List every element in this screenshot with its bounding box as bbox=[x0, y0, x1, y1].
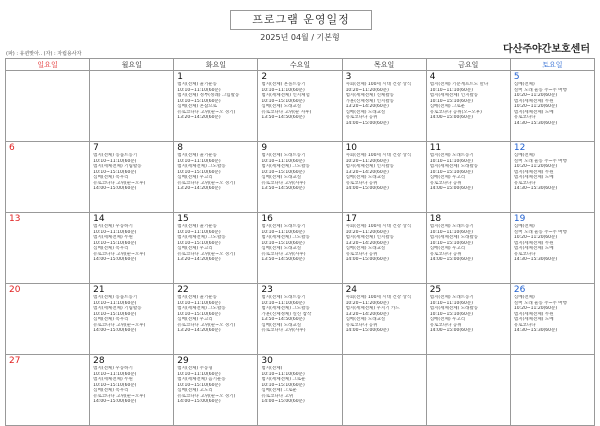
activity-line: 유로코다나 bbox=[513, 115, 536, 120]
activity-line: 10:10~15:10(60분) bbox=[429, 240, 473, 246]
day-number: 25 bbox=[429, 285, 442, 295]
activity-line: 유로코다나 고위(순~오후) bbox=[93, 393, 146, 399]
activity-line: 심베(전체) 노래교실 bbox=[261, 104, 302, 109]
activity-line: 10:10~15:10(60분) bbox=[261, 98, 305, 104]
activity-line: 10:10~15:10(60분) bbox=[261, 240, 305, 246]
activity-line: 심베(전체) 복우리 bbox=[93, 246, 129, 251]
calendar-day-cell bbox=[258, 142, 342, 213]
activity-line: 심베(전체) 그로운 bbox=[261, 388, 297, 393]
day-number: 9 bbox=[261, 143, 268, 153]
activity-line: 유로코다나 공위(오~오후) bbox=[429, 109, 482, 115]
calendar-day-cell bbox=[342, 142, 426, 213]
activity-line: 심베(전체) 노래교실 bbox=[261, 175, 302, 180]
activity-line: 범지(세체전체) 두원 bbox=[513, 98, 554, 104]
weekday-sun: 일요일 bbox=[6, 59, 90, 71]
activity-line: 범지(전체) 노래트동기 bbox=[261, 224, 306, 229]
activity-line: 10:20~11:20(60분) bbox=[513, 104, 558, 109]
calendar-day-cell bbox=[174, 142, 258, 213]
day-number: 12 bbox=[513, 143, 526, 153]
activity-line: 14:30~15:30(60분) bbox=[513, 186, 558, 191]
day-number: 24 bbox=[345, 285, 358, 295]
activity-line: 13:50~14:50(60분) bbox=[261, 317, 305, 322]
activity-line: 13:20~14:20(60분) bbox=[177, 257, 221, 262]
calendar-day-cell bbox=[90, 355, 174, 426]
activity-line: 범지(전체) 노래트동기 bbox=[429, 153, 474, 158]
activity-line: 14:00~15:00(60분) bbox=[429, 115, 473, 120]
calendar-week-row bbox=[6, 142, 595, 213]
activity-line: 유로코다나 공위 bbox=[345, 322, 378, 328]
day-number: 10 bbox=[345, 143, 358, 153]
activity-line: 10:20~11:20(60분) bbox=[513, 93, 558, 98]
day-number: 4 bbox=[429, 72, 436, 82]
activity-line: 범지(세체전체) 노래활동 bbox=[429, 306, 479, 311]
activity-line: 10:20~11:20(60분) bbox=[513, 164, 558, 169]
activity-line: 13:20~14:20(60분) bbox=[177, 115, 221, 120]
activity-line: 범지(전체) 동품트동기 bbox=[93, 295, 138, 300]
activity-line: 10:10~15:10(60분) bbox=[93, 382, 137, 388]
activity-line: 유로코다나 공위 bbox=[429, 251, 462, 257]
activity-line: 범지(세체전체) 기림활동 bbox=[93, 164, 142, 169]
activity-line: 범지(전체) 우동하기 bbox=[93, 366, 133, 371]
day-number: 6 bbox=[9, 143, 15, 153]
calendar-day-cell bbox=[426, 142, 510, 213]
activity-line: 10:10~15:10(60분) bbox=[177, 240, 221, 246]
activity-line: 10:10~11:10(60분) bbox=[93, 300, 137, 306]
day-number: 15 bbox=[177, 214, 189, 224]
calendar-day-cell bbox=[510, 71, 594, 142]
activity-line: 13:20~14:20(60분) bbox=[345, 311, 389, 317]
activity-line: 심베(전체) bbox=[513, 224, 535, 229]
activity-line: 유로코다나 고위(사후) bbox=[261, 251, 306, 257]
activity-line: 13:50~14:50(60분) bbox=[261, 186, 305, 191]
activity-line: 10:10~11:10(60분) bbox=[429, 87, 473, 93]
activity-line: 유로코다나 고위(사후) bbox=[261, 328, 306, 333]
activity-line: 유로코다나 고위(순~오 경기) bbox=[177, 393, 236, 399]
activity-line: 14:00~15:00(60분) bbox=[429, 186, 473, 191]
activity-line: 범지(전체) 혼돌트동기 bbox=[261, 82, 306, 87]
activity-line: 10:10~11:10(60분) bbox=[429, 300, 473, 306]
activity-line: 10:10~15:10(60분) bbox=[93, 169, 137, 175]
activity-line: 유로코다나 고위(순~오 경기) bbox=[177, 180, 236, 186]
activity-line: 가훈(신체정체) 실신 참작 bbox=[261, 311, 312, 317]
activity-line: 10:10~11:10(60분) bbox=[177, 371, 221, 377]
activity-line: 범지(세체전체) 두원 bbox=[93, 377, 133, 382]
activity-line: 범지(전체) bbox=[261, 366, 283, 371]
day-number: 26 bbox=[513, 285, 526, 295]
activity-line: 10:10~11:10(60분) bbox=[261, 371, 305, 377]
day-number: 14 bbox=[93, 214, 105, 224]
activity-line: 심베(전체) 우고리 bbox=[177, 175, 213, 180]
activity-line: 13:20~14:20(60분) bbox=[345, 169, 389, 175]
activity-line: 심베(전체) 노래교실 bbox=[261, 322, 302, 328]
weekday-wed: 수요일 bbox=[258, 59, 342, 71]
activity-line: 13:20~14:20(60분) bbox=[177, 186, 221, 191]
activity-line: 10:10~15:10(60분) bbox=[261, 382, 305, 388]
activity-line: 10:20~11:20(60분) bbox=[345, 87, 389, 93]
activity-line: 14:00~15:00(60분) bbox=[177, 399, 221, 404]
activity-line: 10:10~15:10(60분) bbox=[177, 311, 221, 317]
calendar-day-cell bbox=[342, 284, 426, 355]
activity-line: 10:10~15:10(60분) bbox=[93, 311, 137, 317]
day-number: 30 bbox=[261, 356, 273, 366]
calendar-day-cell bbox=[90, 142, 174, 213]
activity-line: 범지(세체전체) 인지활동 bbox=[345, 164, 394, 169]
activity-line: 범지(세체전체) 그노활동 bbox=[261, 235, 310, 240]
activity-line: 심베(전체) 복우리 bbox=[93, 175, 129, 180]
calendar-day-cell bbox=[510, 284, 594, 355]
activity-line: 범지(전체) 노래트동기 bbox=[261, 295, 306, 300]
activity-line: 유로코다나 고위(순~오후) bbox=[93, 180, 146, 186]
activity-line: 10:20~11:20(60분) bbox=[345, 300, 389, 306]
activity-line: 사회(전체) 100세 시대 건강 상식 bbox=[345, 82, 412, 87]
calendar-day-cell bbox=[426, 355, 510, 426]
day-number: 23 bbox=[261, 285, 273, 295]
activity-line: 범지(세체전체) 그노활동 bbox=[177, 306, 226, 311]
activity-line: 범지(세체전체) 도예 bbox=[513, 246, 554, 251]
calendar-body bbox=[6, 71, 595, 426]
activity-line: 유로코다나 공위 bbox=[345, 115, 378, 120]
activity-line: 심베(전체) 노래교실 bbox=[345, 317, 386, 322]
activity-line: 10:10~11:10(60분) bbox=[177, 158, 221, 164]
activity-line: 10:10~11:10(60분) bbox=[93, 158, 137, 164]
activity-line: 14:00~15:00(60분) bbox=[429, 257, 473, 262]
calendar-week-row bbox=[6, 355, 595, 426]
activity-line: 범지(세체전체) 그노활동 bbox=[261, 164, 310, 169]
activity-line: 14:00~15:00(60분) bbox=[345, 186, 389, 191]
activity-line: 14:00~15:00(60분) bbox=[93, 328, 137, 333]
activity-line: 10:10~11:10(60분) bbox=[261, 229, 305, 235]
activity-line: 10:10~11:10(60분) bbox=[177, 87, 221, 93]
activity-line: 10:10~11:10(60분) bbox=[429, 229, 473, 235]
activity-line: 범지(전체) 율기운동 bbox=[177, 224, 217, 229]
activity-line: 유로코다나 공위 bbox=[345, 251, 378, 257]
activity-line: 실버 노래 율동 주~주 여행 bbox=[513, 229, 567, 235]
day-number: 28 bbox=[93, 356, 105, 366]
activity-line: 심베(전체) 노래교실 bbox=[345, 109, 386, 115]
day-number: 8 bbox=[177, 143, 184, 153]
activity-line: 14:00~15:00(60분) bbox=[261, 399, 305, 404]
activity-line: 유로코다나 고위(순 사후) bbox=[261, 109, 312, 115]
activity-line: 범지(전체) 정부(정례) 그립활동 bbox=[177, 93, 240, 98]
activity-line: 10:10~11:10(60분) bbox=[93, 371, 137, 377]
day-number: 17 bbox=[345, 214, 358, 224]
activity-line: 범지(세체전체) 도예 bbox=[513, 175, 554, 180]
activity-line: 14:00~15:00(60분) bbox=[93, 257, 137, 262]
activity-line: 범지(전체) 동품트동기 bbox=[93, 153, 138, 158]
activity-line: 유로코다나 공위 bbox=[429, 322, 462, 328]
calendar-day-cell bbox=[90, 284, 174, 355]
day-number: 16 bbox=[261, 214, 273, 224]
calendar-table bbox=[5, 58, 595, 426]
activity-line: 10:20~11:20(60분) bbox=[513, 235, 558, 240]
calendar-day-cell bbox=[258, 284, 342, 355]
activity-line: 유로코다나 bbox=[513, 180, 536, 186]
activity-line: 범지(세체전체) 기림활동 bbox=[93, 306, 142, 311]
day-number: 1 bbox=[177, 72, 184, 82]
activity-line: 14:00~15:00(60분) bbox=[345, 120, 389, 126]
activity-line: 범지(세체전체) 그노활동 bbox=[177, 164, 226, 169]
weekday-sat: 토요일 bbox=[510, 59, 594, 71]
activity-line: 범지(세체전체) 우지기 카드 bbox=[345, 306, 400, 311]
weekday-header-row bbox=[6, 59, 595, 71]
activity-line: 10:10~15:10(60분) bbox=[177, 169, 221, 175]
activity-line: 유로코다나 고위 bbox=[261, 393, 294, 399]
activity-line: 14:00~15:00(60분) bbox=[345, 257, 389, 262]
calendar-day-cell bbox=[258, 355, 342, 426]
activity-line: 심베(전체) 노래교실 bbox=[345, 175, 386, 180]
activity-line: 10:10~15:10(60분) bbox=[93, 240, 137, 246]
activity-line: 10:10~11:10(60분) bbox=[429, 158, 473, 164]
activity-line: 10:10~11:10(60분) bbox=[177, 300, 221, 306]
day-number: 27 bbox=[9, 356, 21, 366]
activity-line: 범지(세체전체) 노래활동 bbox=[429, 235, 479, 240]
activity-line: 13:20~14:20(60분) bbox=[345, 104, 389, 109]
activity-line: 심베(전체) 우고리 bbox=[429, 317, 466, 322]
activity-line: 가훈(신체정체) 인지활동 bbox=[345, 98, 394, 104]
activity-line: 심베(전체) 우고리 bbox=[429, 246, 466, 251]
activity-line: 10:10~15:10(60분) bbox=[429, 98, 473, 104]
activity-line: 10:10~15:10(60분) bbox=[177, 382, 221, 388]
activity-line: 범지(전체) 노래트동기 bbox=[429, 295, 474, 300]
activity-line: 심베(전체) 우고리 bbox=[177, 246, 213, 251]
calendar-day-cell bbox=[90, 213, 174, 284]
activity-line: 유로코다나 공위 bbox=[429, 180, 462, 186]
activity-line: 사회(전체) 100세 시대 건강 상식 bbox=[345, 295, 412, 300]
activity-line: 범지(세체전체) 인지체험 bbox=[261, 93, 310, 98]
activity-line: 심베(전체) bbox=[513, 82, 535, 87]
activity-line: 10:20~11:20(60분) bbox=[345, 158, 389, 164]
activity-line: 유로코다나 bbox=[513, 322, 536, 328]
activity-line: 심베(전체) 혼잡으로 bbox=[177, 104, 217, 109]
activity-line: 유로코다나 bbox=[513, 251, 536, 257]
day-number: 21 bbox=[93, 285, 105, 295]
calendar-day-cell bbox=[426, 213, 510, 284]
activity-line: 범지(전체) 율기운동 bbox=[177, 295, 217, 300]
activity-line: 실버 노래 율동 주~주 여행 bbox=[513, 300, 567, 306]
activity-line: 10:10~11:10(60분) bbox=[261, 87, 305, 93]
activity-line: 범지(전체) 우동하기 bbox=[93, 224, 133, 229]
activity-line: 범지(세체전체) 두원 bbox=[513, 311, 554, 317]
calendar-day-cell bbox=[258, 71, 342, 142]
activity-line: 심베(전체) bbox=[513, 295, 535, 300]
activity-line: 범지(전체) 노래트동기 bbox=[429, 224, 474, 229]
calendar-day-cell bbox=[6, 71, 90, 142]
activity-line: 범지(세체전체) 그노활동 bbox=[261, 306, 310, 311]
activity-line: 14:30~15:30(60분) bbox=[513, 328, 558, 333]
calendar-day-cell bbox=[174, 213, 258, 284]
activity-line: 10:20~11:20(60분) bbox=[513, 306, 558, 311]
activity-line: 14:00~15:00(60분) bbox=[93, 186, 137, 191]
weekday-fri: 금요일 bbox=[426, 59, 510, 71]
activity-line: 범지(세체전체) 도예 bbox=[513, 317, 554, 322]
calendar-day-cell bbox=[6, 142, 90, 213]
activity-line: 10:20~11:20(60분) bbox=[345, 229, 389, 235]
day-number: 22 bbox=[177, 285, 189, 295]
activity-line: 13:20~14:20(60분) bbox=[177, 328, 221, 333]
activity-line: 심베(전체) 노래교실 bbox=[261, 246, 302, 251]
day-number: 2 bbox=[261, 72, 268, 82]
activity-line: 범지(세체전체) 두원 bbox=[513, 240, 554, 246]
activity-line: 13:50~14:50(60분) bbox=[261, 257, 305, 262]
calendar-day-cell bbox=[174, 71, 258, 142]
calendar-week-row bbox=[6, 71, 595, 142]
day-number: 5 bbox=[513, 72, 520, 82]
day-number: 18 bbox=[429, 214, 442, 224]
page-title: 프로그램 운영일정 bbox=[230, 10, 372, 30]
activity-line: 10:10~15:10(60분) bbox=[429, 169, 473, 175]
activity-line: 범지(세체전체) 인지활동 bbox=[429, 93, 479, 98]
legend: (파) : 유퀸맞아.. (자) : 자립용사자 bbox=[6, 51, 82, 57]
day-number: 11 bbox=[429, 143, 442, 153]
activity-line: 범지(전체) 주동형 bbox=[177, 366, 213, 371]
activity-line: 심베(전체) 그로운 bbox=[429, 104, 466, 109]
activity-line: 유로코다나 고위(순~오 경기) bbox=[177, 322, 236, 328]
activity-line: 14:30~15:30(60분) bbox=[513, 120, 558, 126]
calendar-day-cell bbox=[426, 71, 510, 142]
weekday-mon: 월요일 bbox=[90, 59, 174, 71]
activity-line: 14:30~15:30(60분) bbox=[513, 257, 558, 262]
activity-line: 범지(전체) 노래트동기 bbox=[261, 153, 306, 158]
calendar-day-cell bbox=[342, 71, 426, 142]
activity-line: 10:10~11:10(60분) bbox=[177, 229, 221, 235]
activity-line: 14:00~15:00(60분) bbox=[345, 328, 389, 333]
activity-line: 10:10~11:10(60분) bbox=[261, 158, 305, 164]
calendar-day-cell bbox=[426, 284, 510, 355]
calendar-day-cell bbox=[6, 284, 90, 355]
activity-line: 유로코다나 고위(순~오 경기) bbox=[177, 251, 236, 257]
calendar-day-cell bbox=[510, 355, 594, 426]
activity-line: 범지(세체전체) 도예 bbox=[513, 109, 554, 115]
activity-line: 범지(세체전체) 두원 bbox=[513, 169, 554, 175]
activity-line: 범지(전체) 율기운동 bbox=[177, 153, 217, 158]
activity-line: 심베(전체) 우고리 bbox=[429, 175, 466, 180]
calendar-day-cell bbox=[90, 71, 174, 142]
calendar-day-cell bbox=[342, 213, 426, 284]
activity-line: 범지(세체전체) 그노활동 bbox=[177, 235, 226, 240]
activity-line: 13:50~14:50(60분) bbox=[261, 115, 305, 120]
day-number: 7 bbox=[93, 143, 99, 153]
activity-line: 범지(세체전체) 노래활동 bbox=[429, 164, 479, 169]
activity-line: 10:10~11:10(60분) bbox=[93, 229, 137, 235]
activity-line: 범지(세체전체) 그로운 bbox=[261, 377, 306, 382]
activity-line: 범지(세체전체) 신체활동 bbox=[345, 93, 394, 98]
activity-line: 14:00~15:00(60분) bbox=[93, 399, 137, 404]
activity-line: 심베(전체) 우고리 bbox=[177, 317, 213, 322]
calendar-day-cell bbox=[174, 284, 258, 355]
activity-line: 사회(전체) 100세 시대 건강 상식 bbox=[345, 224, 412, 229]
calendar-day-cell bbox=[258, 213, 342, 284]
day-number: 3 bbox=[345, 72, 352, 82]
day-number: 19 bbox=[513, 214, 526, 224]
activity-line: 심베(전체) 고도리 bbox=[177, 388, 213, 393]
activity-line: 10:10~15:10(60분) bbox=[177, 98, 221, 104]
activity-line: 실버 노래 율동 주~주 여행 bbox=[513, 87, 567, 93]
activity-line: 범지(전체) 율기운동 bbox=[177, 82, 217, 87]
activity-line: 유로코다나 고위(순~오후) bbox=[93, 322, 146, 328]
activity-line: 심베(전체) bbox=[513, 153, 535, 158]
calendar-day-cell bbox=[510, 142, 594, 213]
activity-line: 10:10~15:10(60분) bbox=[429, 311, 473, 317]
day-number: 29 bbox=[177, 356, 189, 366]
day-number: 13 bbox=[9, 214, 21, 224]
calendar-day-cell bbox=[6, 355, 90, 426]
activity-line: 10:10~15:10(60분) bbox=[261, 169, 305, 175]
activity-line: 유로코다나 고위(순~오후) bbox=[93, 251, 146, 257]
activity-line: 범지(세체전체) 두원 bbox=[93, 235, 133, 240]
activity-line: 범지(세체전체) 인지활동 bbox=[345, 235, 394, 240]
activity-line: 사회(전체) 100세 시대 건강 상식 bbox=[345, 153, 412, 158]
calendar-week-row bbox=[6, 213, 595, 284]
activity-line: 14:00~15:00(60분) bbox=[429, 328, 473, 333]
activity-line: 실버 노래 율동 주~주 여행 bbox=[513, 158, 567, 164]
activity-line: 심베(전체) 복우리 bbox=[93, 317, 129, 322]
weekday-tue: 화요일 bbox=[174, 59, 258, 71]
activity-line: 13:20~14:20(60분) bbox=[345, 240, 389, 246]
calendar-day-cell bbox=[6, 213, 90, 284]
schedule-subtitle: 2025년 04월 / 기본형 bbox=[260, 33, 340, 42]
activity-line: 범지(전체) 기분계프트노 말다 bbox=[429, 82, 489, 87]
activity-line: 유로코다나 고위(순~오 경기) bbox=[177, 109, 236, 115]
activity-line: 심베(전체) 복우리 bbox=[93, 388, 129, 393]
calendar-day-cell bbox=[174, 355, 258, 426]
weekday-thu: 목요일 bbox=[342, 59, 426, 71]
calendar-week-row bbox=[6, 284, 595, 355]
activity-line: 심베(전체) 노래교실 bbox=[345, 246, 386, 251]
center-name: 다산주야간보호센터 bbox=[503, 44, 590, 55]
activity-line: 10:10~11:10(60분) bbox=[261, 300, 305, 306]
calendar-day-cell bbox=[510, 213, 594, 284]
activity-line: 범지(세체전체) 음기운동 bbox=[177, 377, 226, 382]
day-number: 20 bbox=[9, 285, 21, 295]
calendar-day-cell bbox=[342, 355, 426, 426]
activity-line: 유로코다나 고위(사후) bbox=[261, 180, 306, 186]
activity-line: 유로코다나 공위 bbox=[345, 180, 378, 186]
